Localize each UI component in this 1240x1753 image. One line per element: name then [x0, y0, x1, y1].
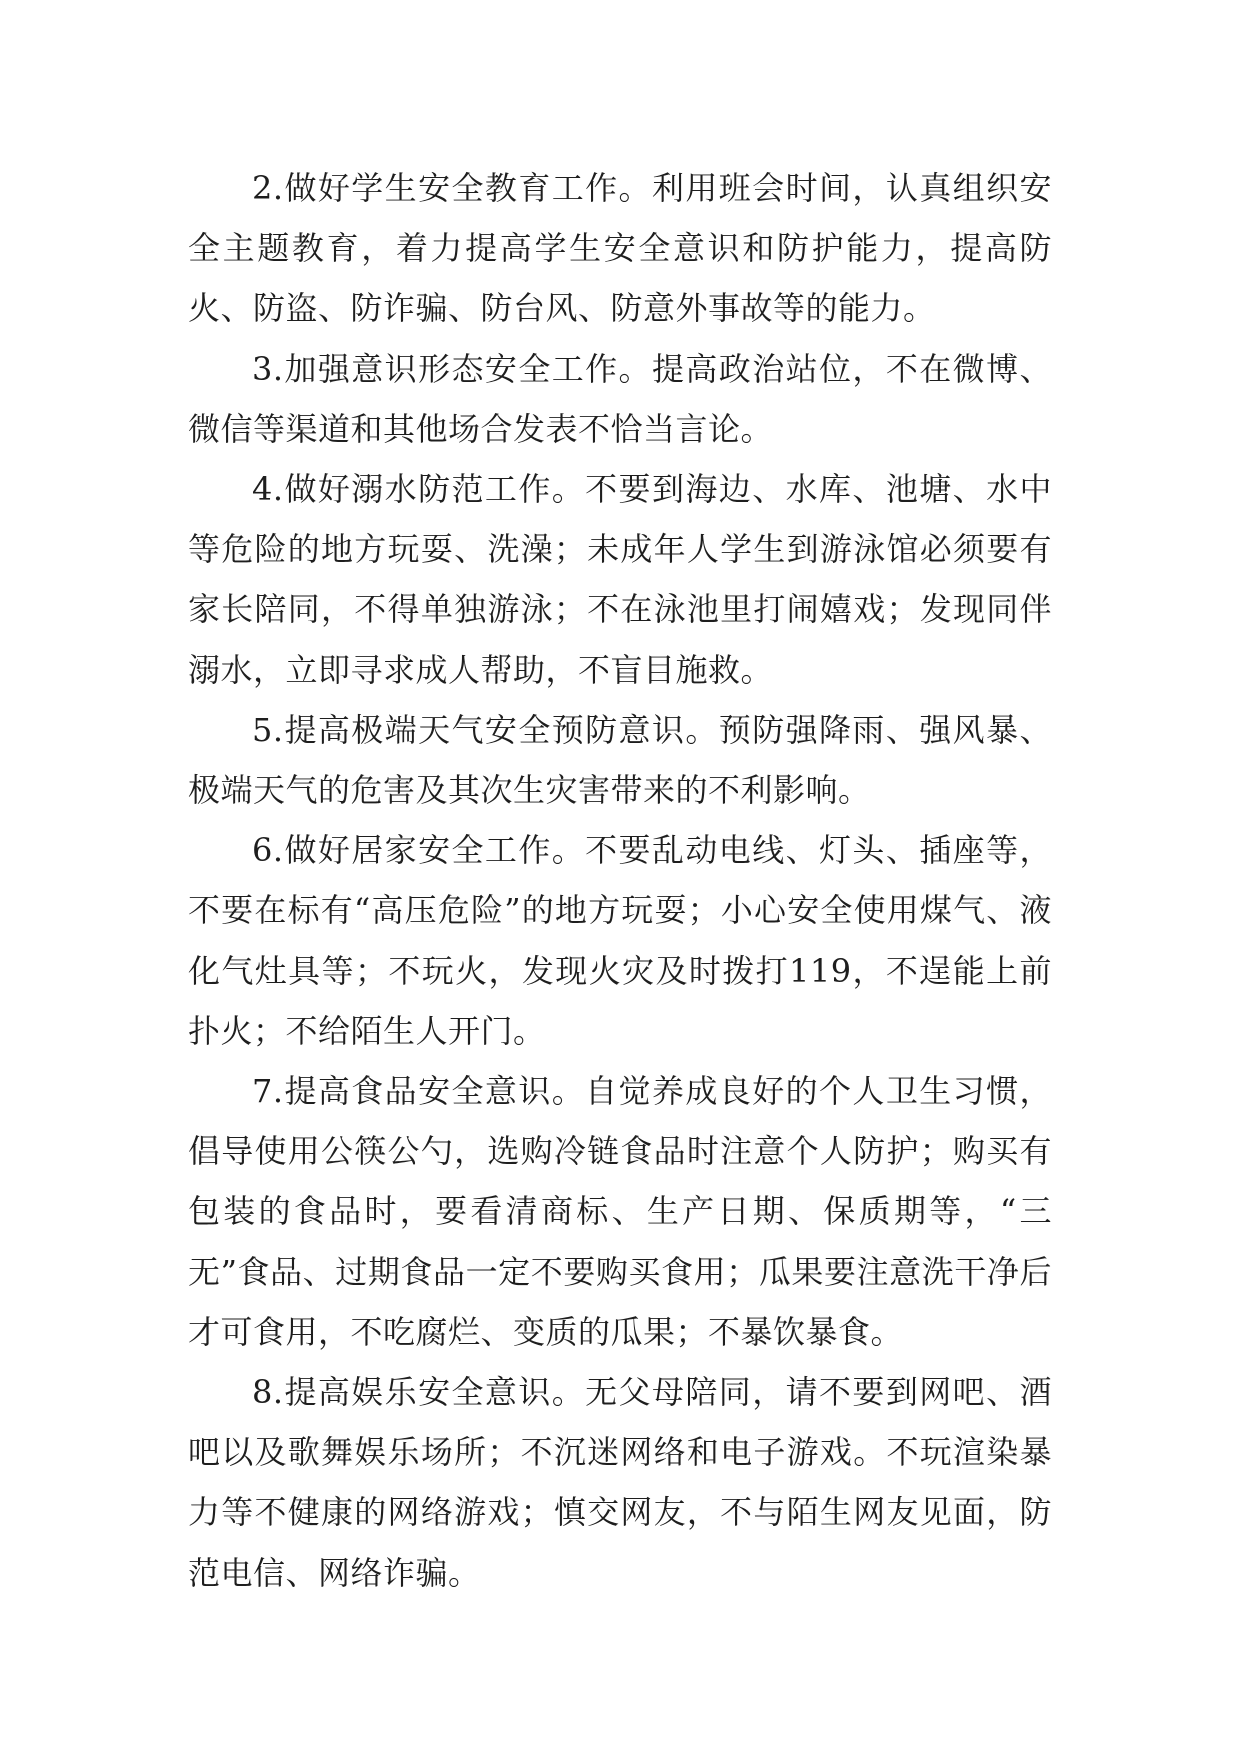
paragraph-item-5: 5.提高极端天气安全预防意识。预防强降雨、强风暴、极端天气的危害及其次生灾害带来的不利影响。	[188, 710, 1052, 810]
paragraph-item-4: 4.做好溺水防范工作。不要到海边、水库、池塘、水中等危险的地方玩耍、洗澡；未成年人学生到游泳馆必须要有家长陪同，不得单独游泳；不在泳池里打闹嬉戏；发现同伴溺水，立即寻求成人帮助，不盲目施救。	[188, 470, 1052, 689]
paragraph-item-8: 8.提高娱乐安全意识。无父母陪同，请不要到网吧、酒吧以及歌舞娱乐场所；不沉迷网络和电子游戏。不玩渲染暴力等不健康的网络游戏；慎交网友，不与陌生网友见面，防范电信、网络诈骗。	[188, 1373, 1052, 1592]
document-body	[188, 158, 1052, 1603]
paragraph-item-3: 3.加强意识形态安全工作。提高政治站位，不在微博、微信等渠道和其他场合发表不恰当言论。	[188, 349, 1052, 448]
paragraph-item-7: 7.提高食品安全意识。自觉养成良好的个人卫生习惯，倡导使用公筷公勺，选购冷链食品时注意个人防护；购买有包装的食品时，要看清商标、生产日期、保质期等，“三无”食品、过期食品一定不要购买食用；瓜果要注意洗干净后才可食用，不吃腐烂、变质的瓜果；不暴饮暴食。	[188, 1072, 1052, 1351]
paragraph-item-2: 2.做好学生安全教育工作。利用班会时间，认真组织安全主题教育，着力提高学生安全意识和防护能力，提高防火、防盗、防诈骗、防台风、防意外事故等的能力。	[188, 169, 1052, 328]
paragraph-item-6: 6.做好居家安全工作。不要乱动电线、灯头、插座等，不要在标有“高压危险”的地方玩耍；小心安全使用煤气、液化气灶具等；不玩火，发现火灾及时拨打119，不逞能上前扑火；不给陌生人开门。	[188, 831, 1052, 1050]
